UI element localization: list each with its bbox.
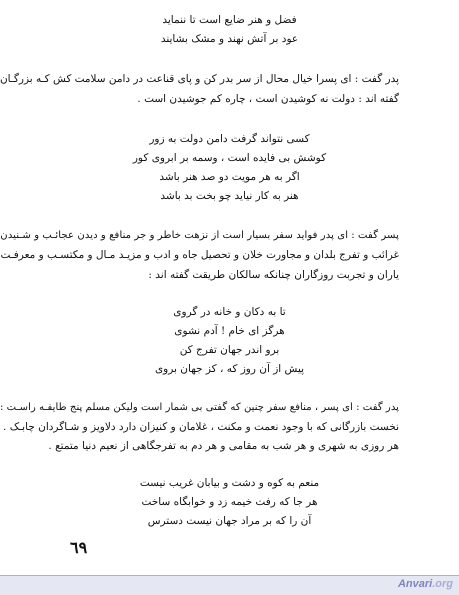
- poem4-line-1: منعم به کوه و دشت و بیابان غریب نیست: [139, 477, 320, 489]
- poem4-line-3: آن را که بر مراد جهان نیست دسترس: [147, 515, 312, 527]
- poem3-line-3: برو اندر جهان تفرج کن: [179, 344, 280, 356]
- poem4-line-2: هر جا که رفت خیمه زد و خوابگاه ساخت: [141, 496, 318, 508]
- watermark-name: Anvari: [397, 578, 433, 590]
- para1-line-1: پدر گفت : ای پسرا خیال محال از سر بدر کن و پای قناعت در دامن سلامت کش کـه بزرگـان: [0, 73, 399, 85]
- poem1-line-1: فضل و هنر ضایع است تا ننماید: [162, 14, 297, 26]
- para2-line-2: غرائب و تفرج بلدان و مجاورت خلان و تحصیل جاه و ادب و مزیـد مـال و مکتسـب و معرفـت: [0, 249, 399, 261]
- poem3-line-1: تا به دکان و خانه در گروی: [173, 306, 286, 318]
- para2-line-3: یاران و تجربت روزگاران چنانکه سالکان طریقت گفته اند :: [148, 269, 399, 281]
- watermark-suffix: .org: [432, 578, 453, 590]
- para3-line-1: پدر گفت : ای پسر ، منافع سفر چنین که گفتی بی شمار است ولیکن مسلم پنج طایفـه راسـت :: [0, 402, 399, 413]
- poem2-line-3: اگر به هر مویت دو صد هنر باشد: [159, 171, 300, 183]
- poem2-line-1: کسی نتواند گرفت دامن دولت به زور: [149, 133, 310, 145]
- para2-line-1: پسر گفت : ای پدر فواید سفر بسیار است از نزهت خاطر و جر منافع و دیدن عجائـب و شـنیدن: [0, 229, 399, 241]
- poem1-line-2: عود بر آتش نهند و مشک بشایند: [160, 33, 299, 45]
- page-number: ٦٩: [70, 538, 88, 557]
- footer-band: [0, 575, 459, 595]
- poem3-line-4: پیش از آن روز که ، کز جهان بروی: [154, 363, 305, 375]
- para3-line-3: هر روزی به شهری و هر شب به مقامی و هر دم به تفرجگاهی از نعیم دنیا متمتع .: [48, 440, 399, 452]
- para1-line-2: گفته اند : دولت نه کوشیدن است ، چاره کم جوشیدن است .: [137, 93, 399, 105]
- para3-line-2: نخست بازرگانی که با وجود نعمت و مکنت ، غلامان و کنیزان دارد دلاویز و شـاگردان چابـک .: [3, 421, 399, 433]
- poem3-line-2: هرگز ای خام ! آدم نشوی: [174, 325, 285, 337]
- poem2-line-4: هنر به کار نیاید چو بخت بد باشد: [160, 190, 299, 202]
- poem2-line-2: کوشش بی فایده است ، وسمه بر ابروی کور: [132, 152, 327, 164]
- watermark-logo: [398, 578, 453, 590]
